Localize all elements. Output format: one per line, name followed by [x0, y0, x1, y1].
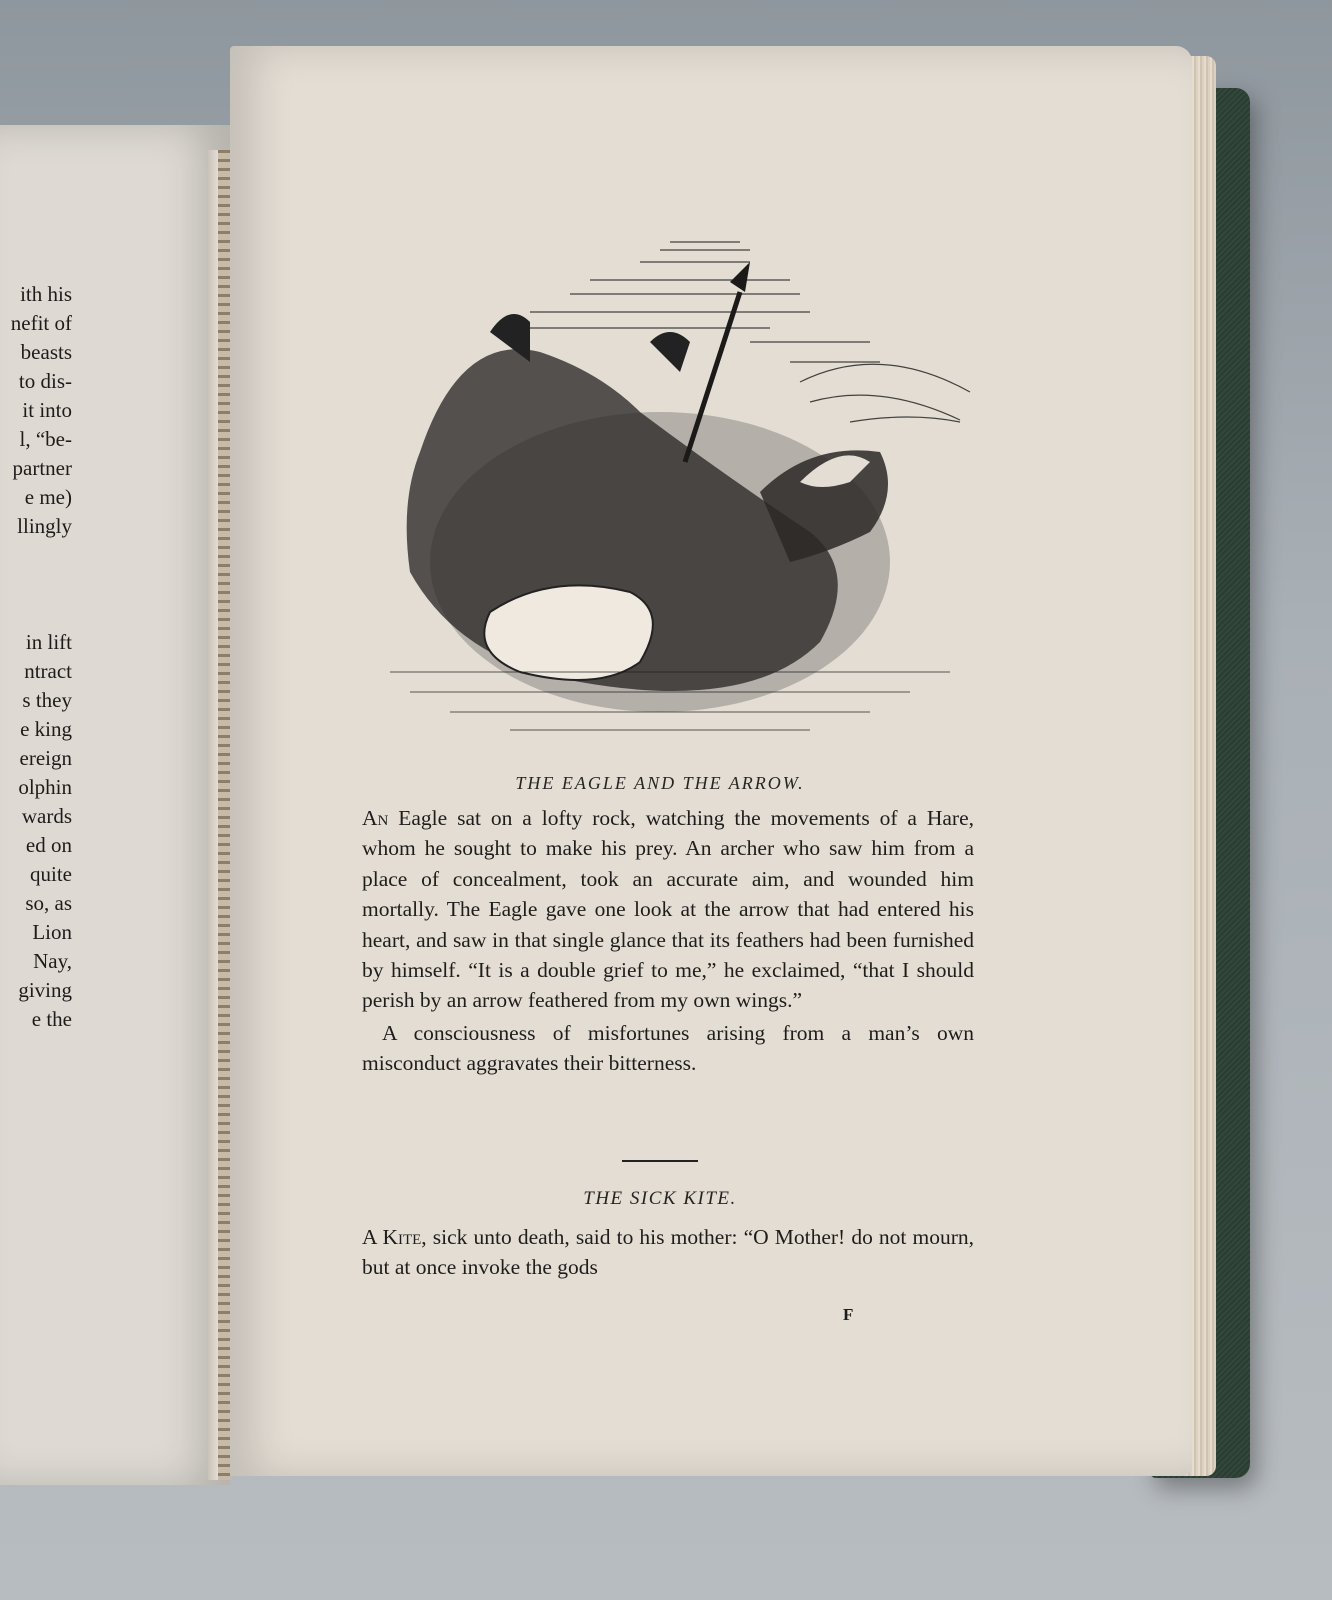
left-page-line: partner — [12, 456, 72, 480]
left-page-line: in lift — [25, 630, 72, 654]
left-page-line: to dis- — [18, 369, 72, 393]
fable-kite-body: , sick unto death, said to his mother: “O Mother! do not mourn, but at once invoke the gods — [362, 1225, 974, 1280]
left-page-line: l, “be- — [19, 427, 72, 451]
fable-kite-title: THE SICK KITE. — [583, 1188, 737, 1209]
left-page-line: ereign — [19, 746, 72, 770]
book-stitching — [218, 150, 230, 1480]
left-page-line: ith his — [20, 282, 72, 306]
fable-eagle-text — [362, 803, 974, 1079]
left-page-line: quite — [30, 862, 72, 886]
fable-kite-text — [362, 1222, 974, 1283]
left-page-line: nefit of — [10, 311, 72, 335]
left-page-line: e me) — [24, 485, 72, 509]
left-page-line: wards — [21, 804, 72, 828]
left-page-line: s they — [22, 688, 72, 712]
left-page-line: beasts — [20, 340, 72, 364]
eagle-illustration — [370, 232, 990, 752]
left-page-line: e the — [31, 1007, 72, 1031]
left-page-line: so, as — [25, 891, 72, 915]
fable-kite-lead: A Kite — [362, 1225, 422, 1249]
left-page-line: olphin — [18, 775, 72, 799]
left-page-line — [0, 570, 72, 599]
left-page-line: giving — [18, 978, 72, 1002]
illustration-caption: THE EAGLE AND THE ARROW. — [515, 773, 805, 793]
fable-eagle-lead: An — [362, 806, 389, 830]
left-page-line: Nay, — [33, 949, 72, 973]
left-page-line: llingly — [17, 514, 72, 538]
left-page-line: e king — [20, 717, 72, 741]
left-page-line: ntract — [24, 659, 72, 683]
fable-eagle-moral: A consciousness of misfortunes arising from a man’s own misconduct aggravates their bitterness. — [362, 1020, 974, 1076]
signature-mark: F — [843, 1305, 854, 1324]
left-page-line: ed on — [25, 833, 72, 857]
left-page-line — [0, 541, 72, 570]
left-page-line: it into — [22, 398, 72, 422]
fable-eagle-body: Eagle sat on a lofty rock, watching the movements of a Hare, whom he sought to make his prey. An archer who saw him from a place of concealment, took an accurate aim, and wounded him mortally. The Eagle gave one look at the arrow that had entered his heart, and saw in that single glance that its feathers had been furnished by himself. “It is a double grief to me,” he exclaimed, “that I should perish by an arrow feathered from my own wings.” — [362, 806, 974, 1013]
section-divider — [622, 1160, 698, 1162]
left-page-text — [0, 280, 72, 1034]
left-page-line — [0, 599, 72, 628]
left-page-line: Lion — [32, 920, 72, 944]
